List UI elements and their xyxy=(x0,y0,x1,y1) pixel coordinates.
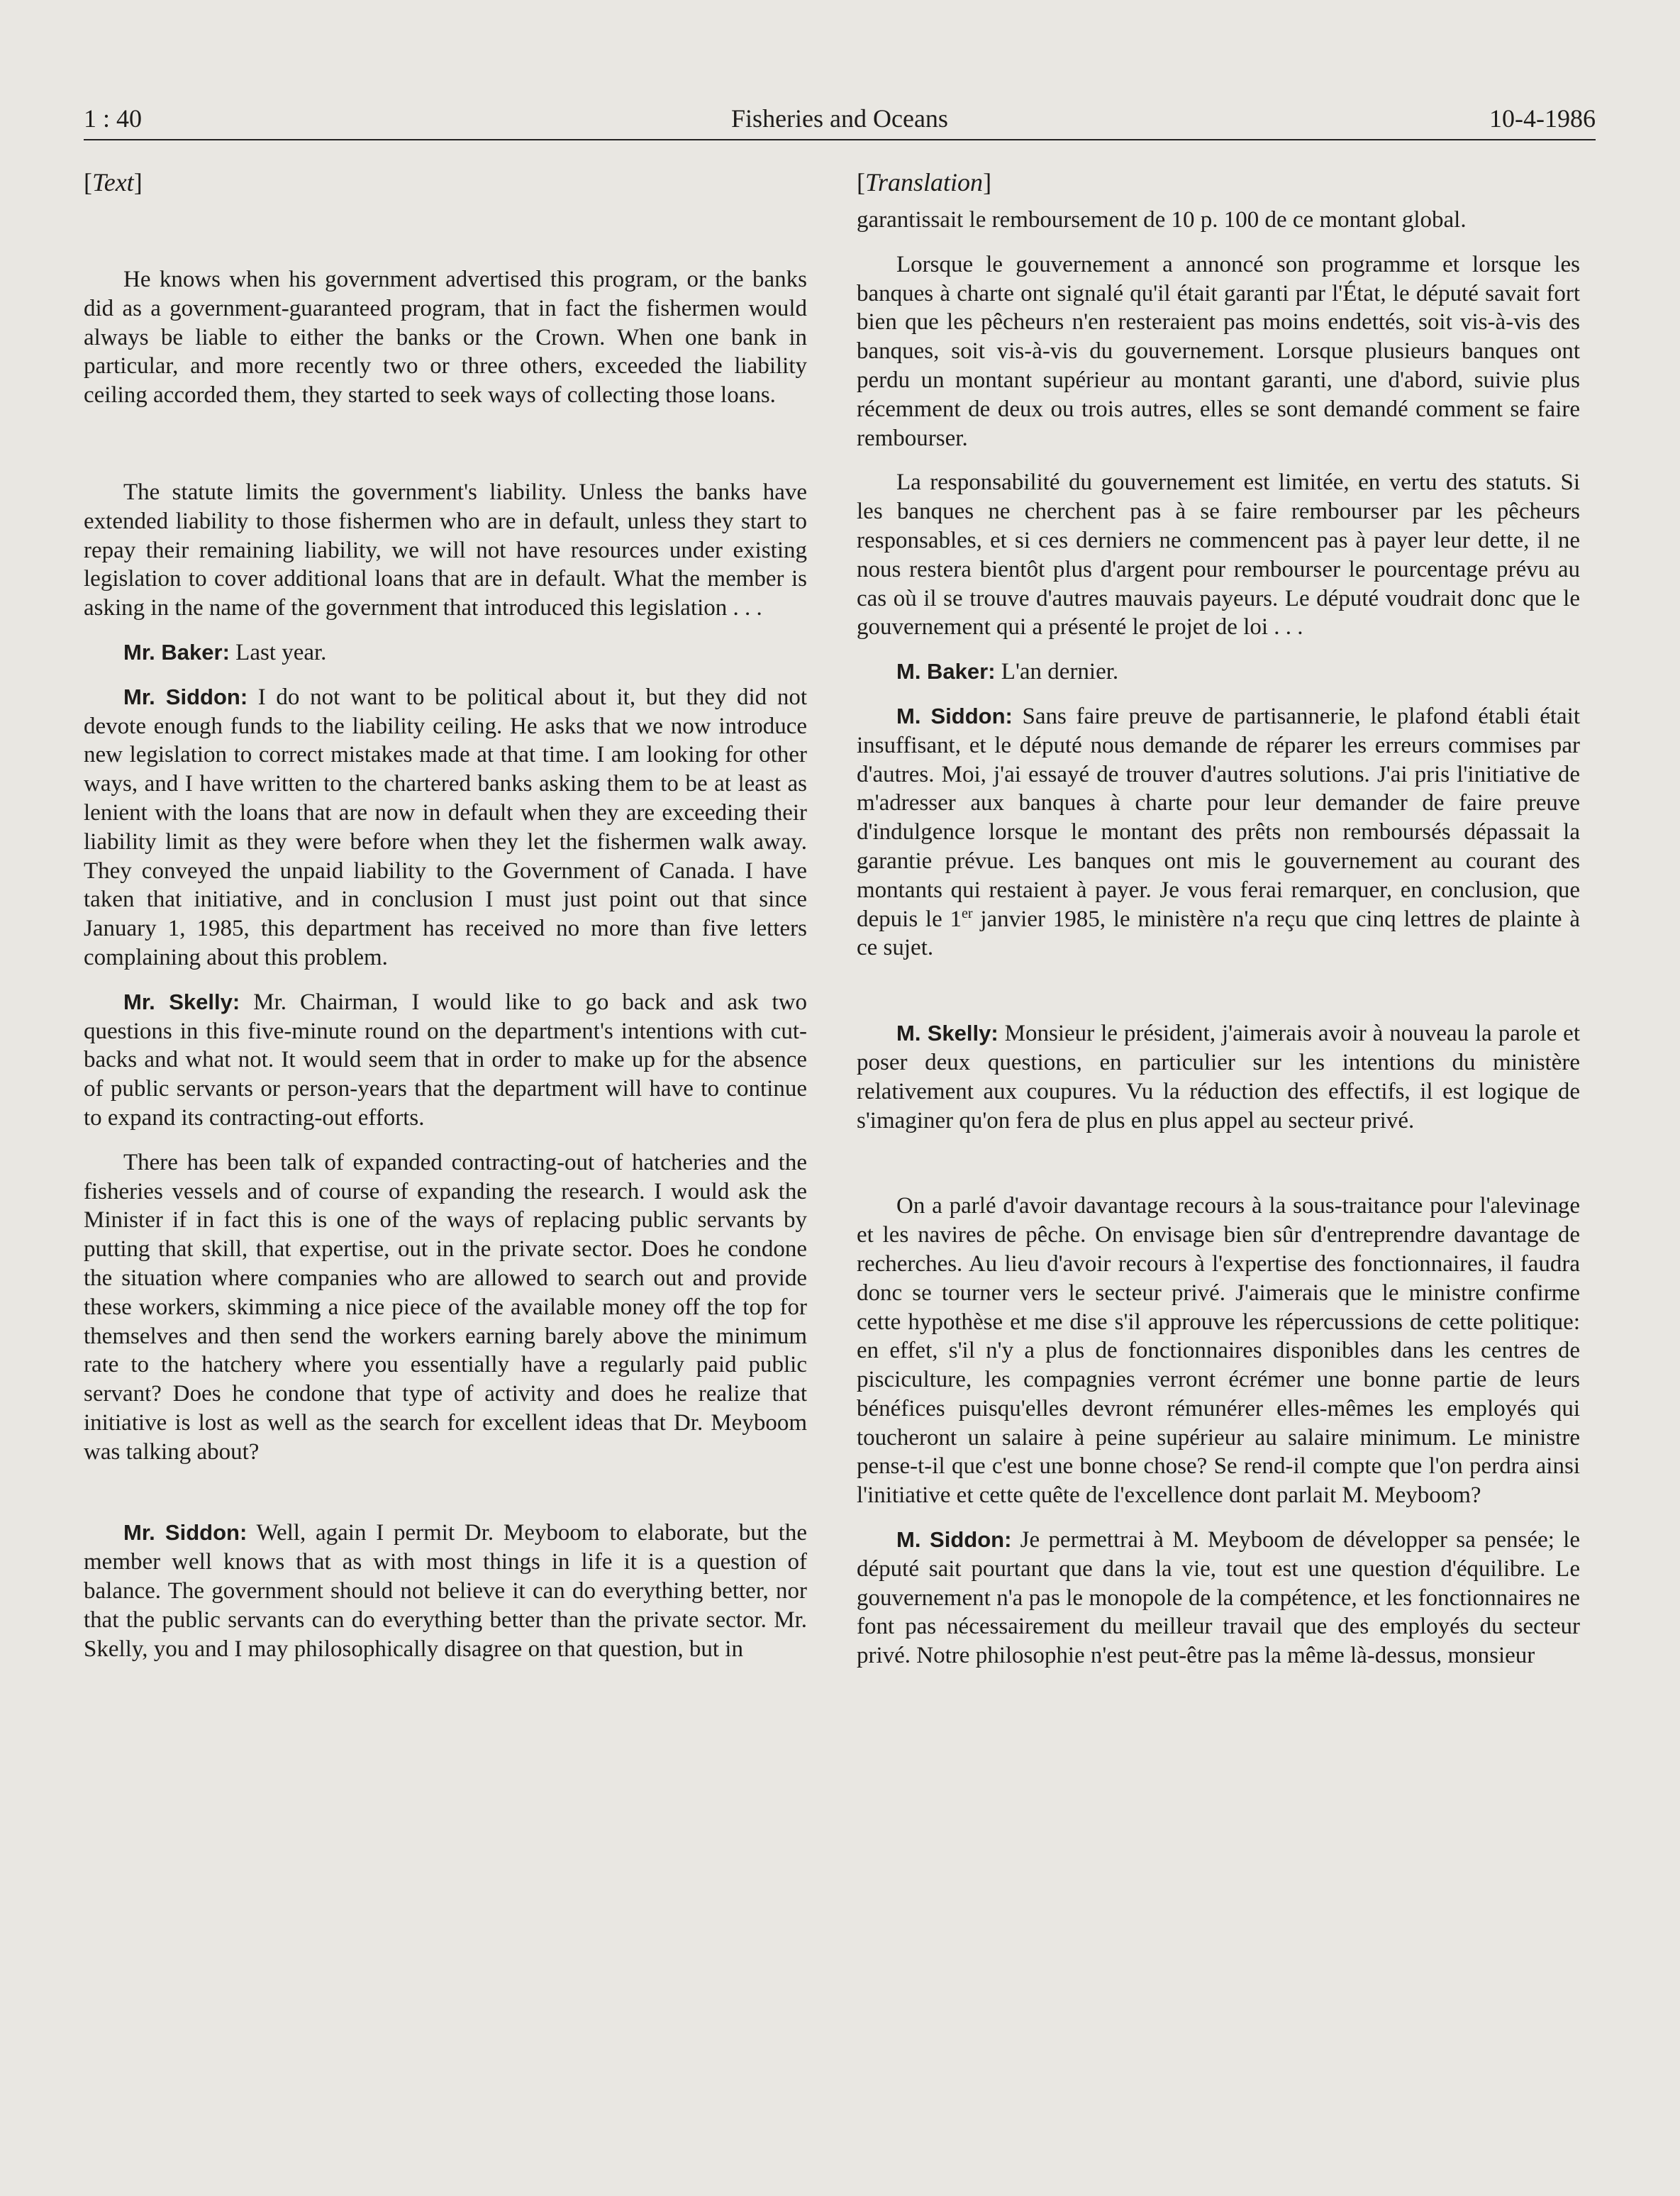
speaker-name: M. Skelly: xyxy=(896,1021,998,1046)
english-column xyxy=(84,167,807,1663)
publication-title: Fisheries and Oceans xyxy=(731,104,948,133)
speaker-name: M. Baker: xyxy=(896,659,996,684)
speaker-name: Mr. Siddon: xyxy=(123,1520,247,1546)
paragraph: There has been talk of expanded contracting-out of hatcheries and the fisheries vessels and of course of expanding the research. I would ask the Minister if in fact this is one of the ways of replacing public servants by putting that skill, that expertise, out in the private sector. Does he condone the situation where companies who are allowed to search out and provide these workers, skimming a nice piece of the available money off the top for themselves and then send the workers earning barely above the minimum rate to the hatchery where you essentially have a regularly paid public servant? Does he condone that type of activity and does he realize that initiative is lost as well as the search for excellent ideas that Dr. Meyboom was talking about? xyxy=(84,1149,807,1465)
speech-paragraph: Mr. Siddon: I do not want to be political about it, but they did not devote enough funds to the liability ceiling. He asks that we now introduce new legislation to correct mistakes made at that time. I am looking for other ways, and I have written to the chartered banks asking them to be at least as lenient with the loans that are now in default when they are exceeding their liability limit as they were before when they let the fishermen walk away. They conveyed the unpaid liability to the Government of Canada. I have taken that initiative, and in conclusion I must just point out that since January 1, 1985, this department has received no more than five letters complaining about this problem. xyxy=(84,684,807,970)
paragraph: garantissait le remboursement de 10 p. 100 de ce montant global. xyxy=(857,207,1467,233)
french-column xyxy=(857,167,1580,1670)
sitting-date: 10-4-1986 xyxy=(1489,104,1596,133)
speech-paragraph: Mr. Skelly: Mr. Chairman, I would like to go back and ask two questions in this five-minute round on the department's intentions with cut-backs and what not. It would seem that in order to make up for the absence of public servants or person-years that the department will have to continue to expand its contracting-out efforts. xyxy=(84,989,807,1131)
page-number: 1 : 40 xyxy=(84,104,143,133)
page-header xyxy=(84,99,1596,140)
paragraph: Lorsque le gouvernement a annoncé son programme et lorsque les banques à charte ont signalé qu'il était garanti par l'État, le député savait fort bien que les pêcheurs n'en resteraient pas moins endettés, soit vis-à-vis des banques, soit vis-à-vis du gouvernement. Lorsque plusieurs banques ont perdu un montant supérieur au montant garanti, une d'abord, suivie plus récemment de deux ou trois autres, elles se sont demandé comment se faire rembourser. xyxy=(857,251,1580,451)
paragraph: La responsabilité du gouvernement est limitée, en vertu des statuts. Si les banques ne cherchent pas à se faire rembourser par les pêcheurs responsables, et si ces derniers ne commencent pas à payer leur dette, il ne nous restera bientôt plus d'argent pour rembourser le pourcentage prévu au cas où il se trouve d'autres mauvais payeurs. Le député voudrait donc que le gouvernement qui a présenté le projet de loi . . . xyxy=(857,470,1580,640)
superscript: er xyxy=(962,905,973,921)
speaker-name: Mr. Baker: xyxy=(123,639,230,665)
speaker-name: M. Siddon: xyxy=(896,703,1013,728)
speaker-name: M. Siddon: xyxy=(896,1527,1012,1553)
paragraph: He knows when his government advertised this program, or the banks did as a government-guaranteed program, that in fact the fishermen would always be liable to either the banks or the Crown. When one bank in particular, and more recently two or three others, exceeded the liability ceiling accorded them, they started to seek ways of collecting those loans. xyxy=(84,267,807,409)
speaker-name: Mr. Siddon: xyxy=(123,684,248,709)
speech-paragraph: M. Siddon: Je permettrai à M. Meyboom de développer sa pensée; le député sait pourtant que dans la vie, tout est une question d'équilibre. Le gouvernement n'a pas le monopole de la compétence, et les fonctionnaires ne font pas nécessairement du meilleur travail que des employés du secteur privé. Notre philosophie n'est peut-être pas la même là-dessus, monsieur xyxy=(857,1527,1581,1669)
speech-paragraph: Mr. Baker: Last year. xyxy=(123,639,327,665)
translation-label: [Translation] xyxy=(857,168,992,196)
speech-paragraph: Mr. Siddon: Well, again I permit Dr. Meyboom to elaborate, but the member well knows that as with most things in life it is a question of balance. The government should not believe it can do everything better, nor that the public servants can do everything better than the private sector. Mr. Skelly, you and I may philosophically disagree on that question, but in xyxy=(84,1520,807,1662)
speech-paragraph: M. Siddon: Sans faire preuve de partisannerie, le plafond établi était insuffisant, et le député nous demande de réparer les erreurs commises par d'autres. Moi, j'ai essayé de trouver d'autres solutions. J'ai pris l'initiative de m'adresser aux banques à charte pour leur demander de faire preuve d'indulgence lorsque le montant des prêts non remboursés dépassait la garantie prévue. Les banques ont mis le gouvernement au courant des montants qui restaient à payer. Je vous ferai remarquer, en conclusion, que depuis le 1er janvier 1985, le ministère n'a reçu que cinq lettres de plainte à ce sujet. xyxy=(857,703,1581,961)
paragraph: The statute limits the government's liability. Unless the banks have extended liability to those fishermen who are in default, unless they start to repay their remaining liability, we will not have resources under existing legislation to cover additional loans that are in default. What the member is asking in the name of the government that introduced this legislation . . . xyxy=(84,479,807,621)
speaker-name: Mr. Skelly: xyxy=(123,989,240,1014)
text-label: [Text] xyxy=(84,168,143,196)
speech-paragraph: M. Skelly: Monsieur le président, j'aimerais avoir à nouveau la parole et poser deux questions, en particulier sur les intentions du ministère relativement aux coupures. Vu la réduction des effectifs, il est logique de s'imaginer qu'on fera de plus en plus appel au secteur privé. xyxy=(857,1021,1580,1133)
speech-paragraph: M. Baker: L'an dernier. xyxy=(896,659,1119,685)
paragraph: On a parlé d'avoir davantage recours à la sous-traitance pour l'alevinage et les navires de pêche. On envisage bien sûr d'entreprendre davantage de recherches. Au lieu d'avoir recours à l'expertise des fonctionnaires, il faudra donc se tourner vers le secteur privé. J'aimerais que le ministre confirme cette hypothèse et me dise s'il approuve les répercussions de cette politique: en effet, s'il n'y a plus de fonctionnaires disponibles dans les centres de pisciculture, les compagnies verront écrémer une bonne partie de leurs bénéfices puisqu'elles devront rémunérer elles-mêmes les employés qui toucheront un salaire à peine supérieur au salaire minimum. Le ministre pense-t-il que c'est une bonne chose? Se rend-il compte que l'on perdra ainsi l'initiative et cette quête de l'excellence dont parlait M. Meyboom? xyxy=(857,1193,1580,1509)
